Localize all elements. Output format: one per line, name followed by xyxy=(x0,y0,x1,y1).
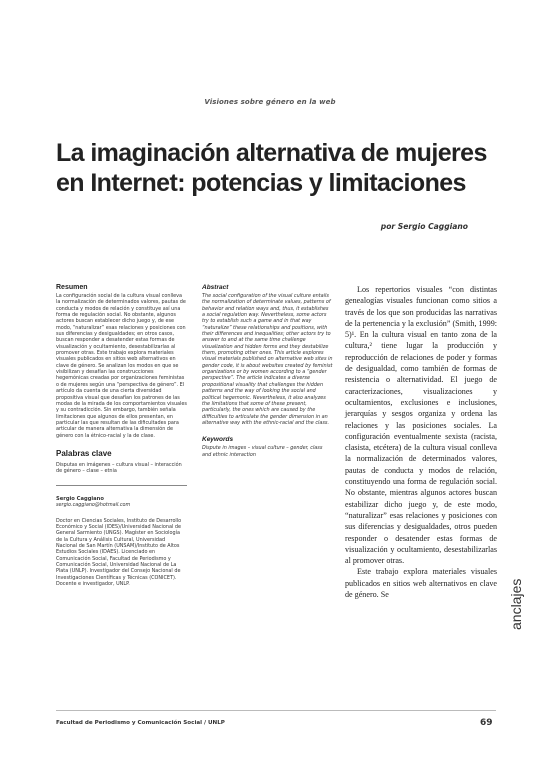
resumen-heading: Resumen xyxy=(56,284,88,291)
abstract-heading: Abstract xyxy=(202,284,229,291)
abstract-text: The social configuration of the visual culture entails the normalization of determinate values, patterns of behavior and relation ways and, thus, it establishes a social regulation way. Nevertheless, some actors try to establish such a game and in that way “naturalize” these relationships and positions, with their differences and inequalities; other actors try to answer to and at the same time challenge visualization and hidden forms and they destabilize them, promoting other ones. This article explores visual materials published on alternative web sites in gender code, it is about websites created by feminist organizations or by women according to a “gender perspective”. The article indicates a diverse propositional visuality that challenges the hidden patterns and the way of looking the social and political hegemonic. Nevertheless, it also analyzes the limitations that some of these present, particularly, the ones which are caused by the difficulties to articulate the gender dimension in an alternative way with the ethnic-racial and the class. xyxy=(202,293,333,426)
resumen-column xyxy=(56,284,187,587)
title-line-1: La imaginación alternativa de mujeres xyxy=(56,139,487,167)
section-kicker: Visiones sobre género en la web xyxy=(204,98,336,106)
author-byline: por Sergio Caggiano xyxy=(380,222,468,231)
footer-publisher: Facultad de Periodismo y Comunicación Social / UNLP xyxy=(56,720,225,726)
abstract-column xyxy=(202,284,333,458)
keywords-heading: Keywords xyxy=(202,436,234,444)
keywords-text: Dispute in images – visual culture – gender, class and ethnic interaction xyxy=(202,445,323,458)
resumen-text: La configuración social de la cultura visual conlleva la normalización de determinados valores, pautas de conducta y modos de relación y constituye así una forma de regulación social. No obstante, algunos actores buscan establecer dicho juego y, de ese modo, “naturalizar” esas relaciones y posiciones con sus diferencias y desigualdades; en otros casos, buscan responder a desatender estas formas de visualización y ocultamiento, desestabilizarlas al promover otras. Este trabajo explora materiales visuales publicados en sitios web alternativos en clave de género. Se analizan los modos en que se visibilizan y desafían las construcciones hegemónicas creadas por organizaciones feministas o de mujeres según una “perspectiva de género”. El artículo da cuenta de una cierta diversidad propositiva visual que desafían los patrones de las modas de la mirada de los comportamientos visuales y su contradicción. Sin embargo, también señala limitaciones que algunos de ellos presentan, en particular las que resultan de las dificultades para articular de manera alternativa la dimensión de género con la étnico-racial y la de clase. xyxy=(56,293,187,439)
author-email[interactable]: sergio.caggiano@hotmail.com xyxy=(56,501,131,508)
author-bio: Doctor en Ciencias Sociales, Instituto de Desarrollo Económico y Social (IDES)/Universidad Nacional de General Sarmiento (UNGS). Magíster en Sociología de la Cultura y Análisis Cultural, Universidad Nacional de San Martín (UNSAM)/Instituto de Altos Estudios Sociales (IDAES). Licenciado en Comunicación Social, Facultad de Periodismo y Comunicación Social, Universidad Nacional de La Plata (UNLP). Investigador del Consejo Nacional de Investigaciones Científicas y Técnicas (CONICET). Docente e investigador, UNLP. xyxy=(56,517,182,588)
body-paragraph-1: Los repertorios visuales “con distintas genealogías visuales funcionan como sitios a través de los que son producidas las narrativas de la pertenencia y la exclusión” (Smith, 1999: 5)¹. En la cultura visual en tanto zona de la cultura,² tiene lugar la producción y reproducción de relaciones de poder y formas de desigualdad, como también de formas de resistencia o alternatividad. El juego de caracterizaciones, visualizaciones y ocultamientos, exclusiones e inclusiones, jerarquías y sesgos organiza y ordena las relaciones y las posiciones sociales. La configuración eventualmente sexista (racista, clasista, etcétera) de la cultura visual conlleva la normalización de determinados valores, pautas de conducta y modos de relación, constituyendo una forma de regulación social. No obstante, mientras algunos actores buscan estabilizar dicho juego y, de este modo, “naturalizar” esas relaciones y posiciones con sus diferencias y desigualdades, otros pueden responder o desatender estas formas de visualización y ocultamiento, desestabilizarlas al promover otras. xyxy=(345,285,497,566)
body-paragraph-2: Este trabajo explora materiales visuales publicados en sitios web alternativos en clave de género. Se xyxy=(345,567,497,600)
page-number: 69 xyxy=(480,718,493,728)
side-label-text: anclajes xyxy=(508,578,524,630)
author-name: Sergio Caggiano xyxy=(56,495,104,502)
article-title xyxy=(56,138,516,198)
journal-side-label xyxy=(508,578,548,670)
body-column xyxy=(345,284,497,600)
palabras-clave-text: Disputas en imágenes – cultura visual – interacción de género – clase – etnia xyxy=(56,461,182,475)
palabras-clave-heading: Palabras clave xyxy=(56,448,112,458)
author-divider xyxy=(56,485,187,486)
title-line-2: en Internet: potencias y limitaciones xyxy=(56,169,466,197)
footer-divider xyxy=(56,710,496,711)
